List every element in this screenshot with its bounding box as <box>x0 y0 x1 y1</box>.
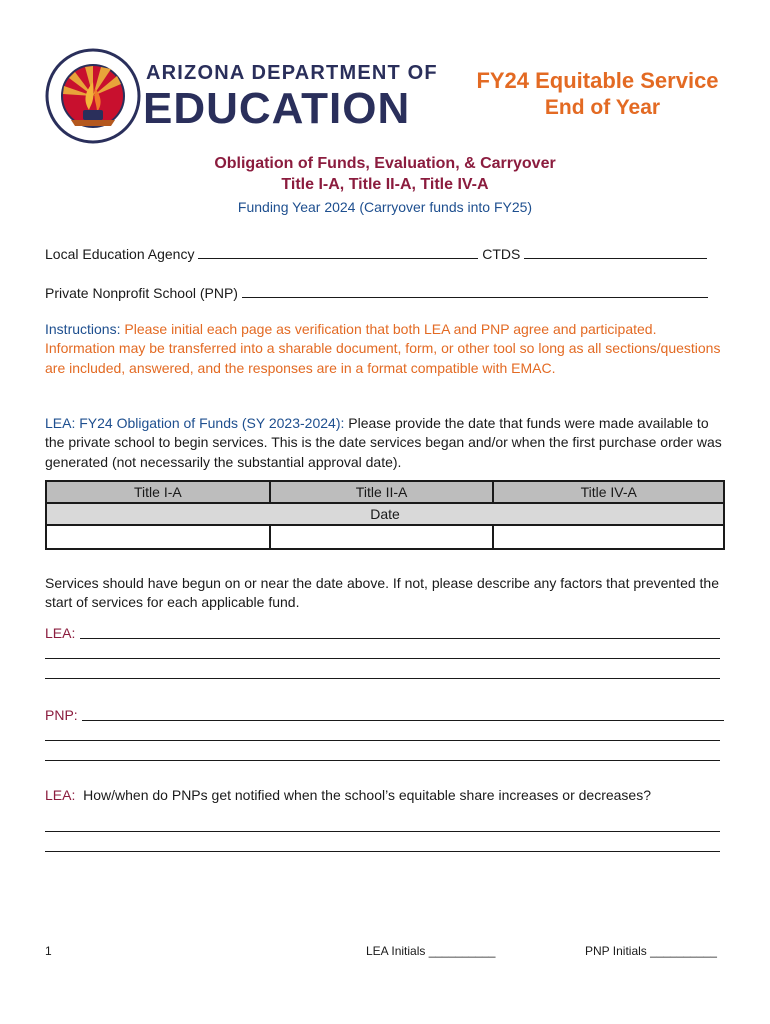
lea-name-field[interactable] <box>198 246 478 259</box>
form-title: FY24 Equitable Service <box>476 68 719 93</box>
obligation-text: Please provide the date that funds were made available to the private school to begin services. This is the date services began and/or when the first purchase order was generated (not necessarily the substantial approval date). <box>45 415 722 470</box>
page-number: 1 <box>45 944 52 958</box>
pnp-row <box>45 285 708 301</box>
column-header-title-i-a: Title I-A <box>46 481 270 503</box>
ctds-field-label: CTDS <box>482 246 521 262</box>
lea-response-line-2[interactable] <box>45 658 720 659</box>
notification-question <box>45 787 651 803</box>
column-header-title-iv-a: Title IV-A <box>493 481 724 503</box>
funding-year-heading: Funding Year 2024 (Carryover funds into FY25) <box>237 199 533 215</box>
date-cell-title-iv-a[interactable] <box>493 525 724 549</box>
obligation-paragraph <box>45 414 730 472</box>
date-subheader: Date <box>46 503 724 525</box>
lea-initials[interactable]: LEA Initials __________ <box>366 944 496 958</box>
instructions-paragraph <box>45 320 730 378</box>
pnp-response-line-3[interactable] <box>45 760 720 761</box>
pnp-field-label: Private Nonprofit School (PNP) <box>45 285 238 301</box>
column-header-title-ii-a: Title II-A <box>270 481 494 503</box>
education-wordmark: EDUCATION <box>143 84 411 133</box>
instructions-text: Please initial each page as verification that both LEA and PNP agree and participated. Information may be transferred into a sharable document, form, or other tool so long as all sections/questions are included, answered, and the responses are in a format compatible with EMAC. <box>45 321 721 376</box>
pnp-response-line-2[interactable] <box>45 740 720 741</box>
lea-response-line-1[interactable] <box>80 638 720 639</box>
pnp-response-line-1[interactable] <box>82 720 724 721</box>
lea-field-label: Local Education Agency <box>45 246 195 262</box>
form-subtitle: End of Year <box>544 96 661 119</box>
pnp-initials[interactable]: PNP Initials __________ <box>585 944 717 958</box>
lea-response-label: LEA: <box>45 625 76 641</box>
department-name: ARIZONA DEPARTMENT OF <box>146 62 438 84</box>
obligation-date-table <box>45 480 725 550</box>
section-heading: Obligation of Funds, Evaluation, & Carryover <box>214 155 556 172</box>
notification-question-label: LEA: <box>45 787 76 803</box>
lea-ctds-row <box>45 246 707 262</box>
lea-response-line-3[interactable] <box>45 678 720 679</box>
titles-heading: Title I-A, Title II-A, Title IV-A <box>281 176 489 193</box>
services-paragraph: Services should have begun on or near the date above. If not, please describe any factors that prevented the start of services for each applicable fund. <box>45 575 719 611</box>
obligation-label: LEA: FY24 Obligation of Funds (SY 2023-2024): <box>45 415 345 431</box>
notification-question-text: How/when do PNPs get notified when the school’s equitable share increases or decreases? <box>83 787 651 803</box>
instructions-label: Instructions: <box>45 321 121 337</box>
date-cell-title-i-a[interactable] <box>46 525 270 549</box>
notification-response-line-2[interactable] <box>45 851 720 852</box>
pnp-response-label: PNP: <box>45 707 78 723</box>
ade-seal-logo <box>45 48 141 144</box>
notification-response-line-1[interactable] <box>45 831 720 832</box>
pnp-name-field[interactable] <box>242 285 708 298</box>
ctds-field[interactable] <box>524 246 707 259</box>
date-cell-title-ii-a[interactable] <box>270 525 494 549</box>
